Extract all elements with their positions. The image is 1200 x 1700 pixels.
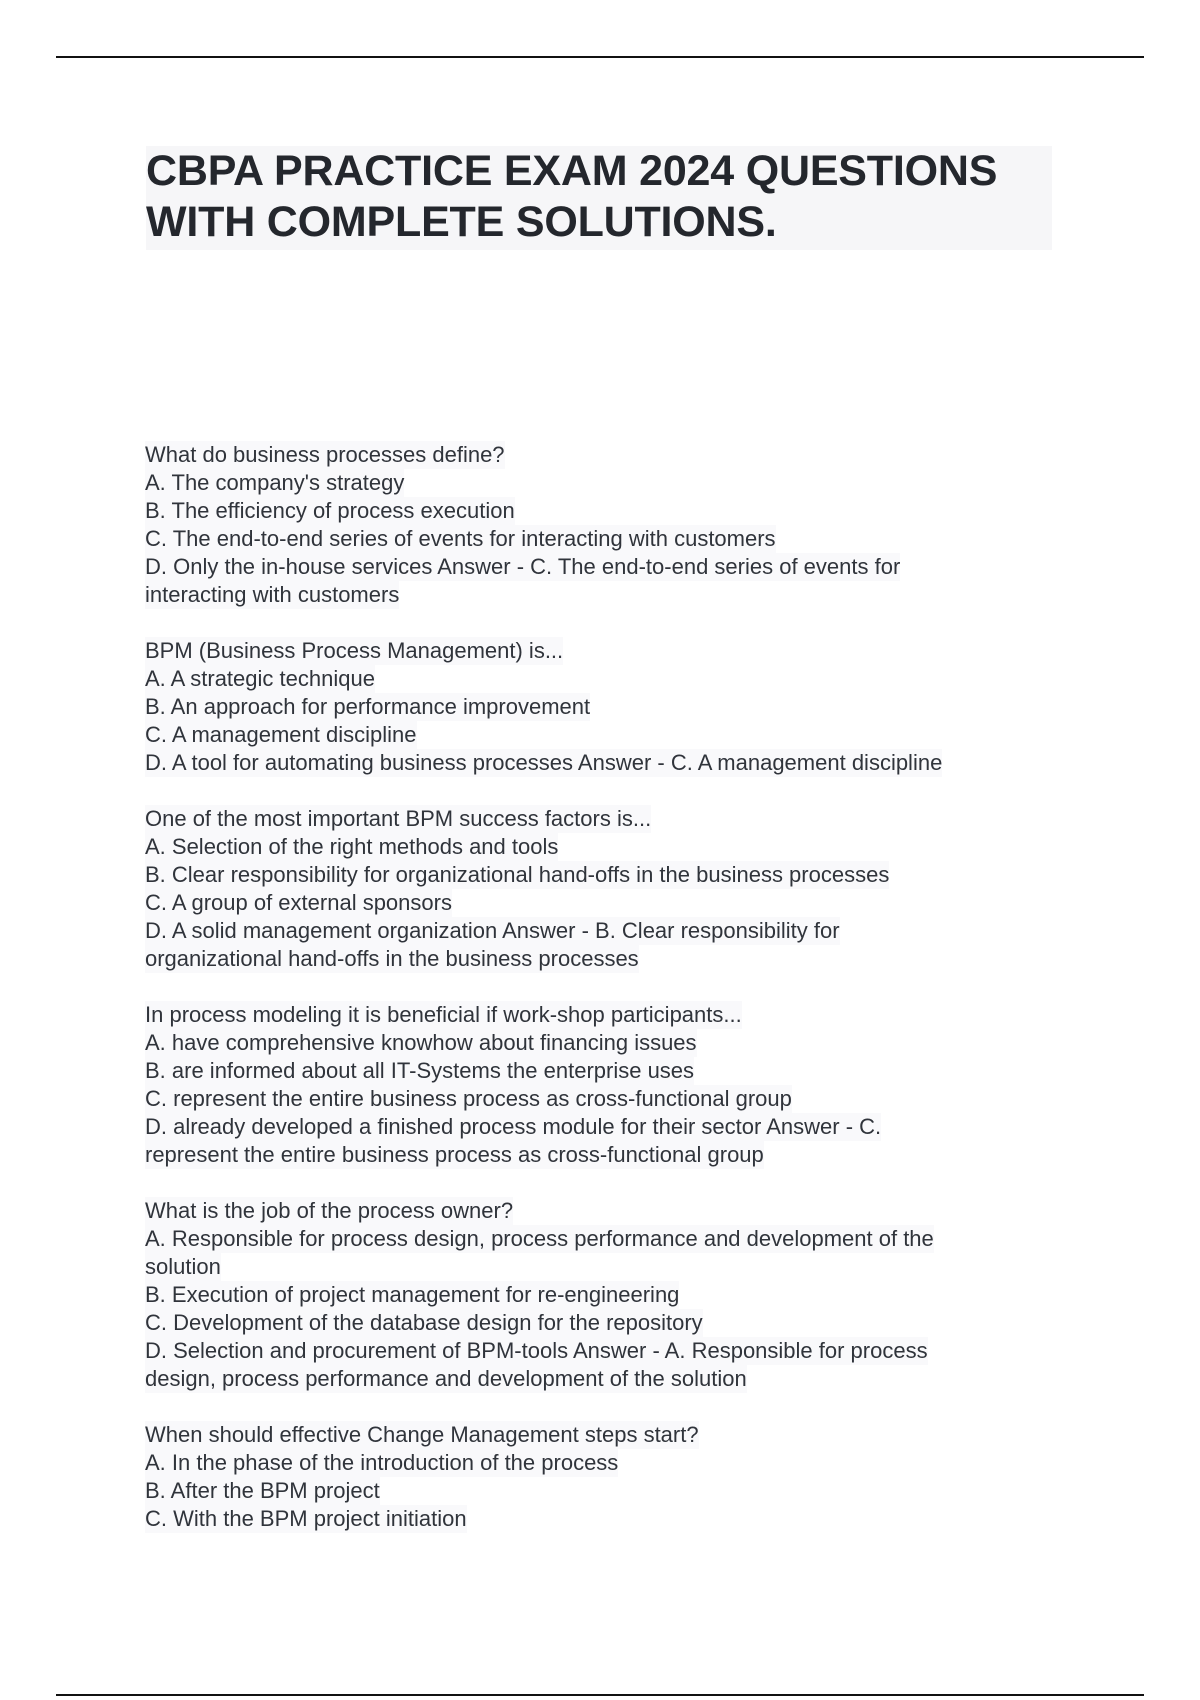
- option-c: C. The end-to-end series of events for interacting with customers: [145, 526, 776, 551]
- option-b: B. An approach for performance improvement: [145, 694, 591, 719]
- option-c: C. With the BPM project initiation: [145, 1506, 467, 1531]
- option-a: A. Selection of the right methods and tools: [145, 834, 559, 859]
- option-b: B. The efficiency of process execution: [145, 498, 515, 523]
- option-d-with-answer: D. A tool for automating business processes Answer - C. A management discipline: [145, 750, 943, 775]
- option-d-with-answer: D. Only the in-house services Answer - C. The end-to-end series of events for: [145, 554, 901, 579]
- option-d-with-answer: D. A solid management organization Answer - B. Clear responsibility for: [145, 918, 840, 943]
- answer-continuation: interacting with customers: [145, 582, 400, 607]
- option-a: A. Responsible for process design, process performance and development of the: [145, 1226, 934, 1251]
- question-block-5: [145, 1197, 1045, 1393]
- option-c: C. Development of the database design for the repository: [145, 1310, 703, 1335]
- document-title: [146, 146, 1052, 250]
- option-b: B. are informed about all IT-Systems the enterprise uses: [145, 1058, 695, 1083]
- option-d-with-answer: D. Selection and procurement of BPM-tools Answer - A. Responsible for process: [145, 1338, 928, 1363]
- option-d-with-answer: D. already developed a finished process module for their sector Answer - C.: [145, 1114, 882, 1139]
- option-a: A. A strategic technique: [145, 666, 375, 691]
- question-text: In process modeling it is beneficial if work-shop participants...: [145, 1002, 742, 1027]
- question-text: One of the most important BPM success factors is...: [145, 806, 652, 831]
- option-a: A. have comprehensive knowhow about financing issues: [145, 1030, 697, 1055]
- question-list: [145, 441, 1045, 1561]
- option-c: C. A management discipline: [145, 722, 417, 747]
- option-b: B. Clear responsibility for organizational hand-offs in the business processes: [145, 862, 890, 887]
- bottom-rule: [56, 1694, 1144, 1696]
- option-a: A. The company's strategy: [145, 470, 405, 495]
- top-rule: [56, 56, 1144, 58]
- question-text: What do business processes define?: [145, 442, 505, 467]
- option-c: C. represent the entire business process as cross-functional group: [145, 1086, 792, 1111]
- answer-continuation: represent the entire business process as cross-functional group: [145, 1142, 764, 1167]
- question-block-6: [145, 1421, 1045, 1533]
- question-block-2: [145, 637, 1045, 777]
- question-block-1: [145, 441, 1045, 609]
- question-text: What is the job of the process owner?: [145, 1198, 514, 1223]
- answer-continuation: design, process performance and development of the solution: [145, 1366, 747, 1391]
- option-b: B. Execution of project management for re-engineering: [145, 1282, 680, 1307]
- question-text: BPM (Business Process Management) is...: [145, 638, 564, 663]
- title-line-2: WITH COMPLETE SOLUTIONS.: [146, 198, 777, 246]
- option-b: B. After the BPM project: [145, 1478, 380, 1503]
- title-line-1: CBPA PRACTICE EXAM 2024 QUESTIONS: [146, 147, 998, 195]
- answer-continuation: organizational hand-offs in the business processes: [145, 946, 639, 971]
- option-a: A. In the phase of the introduction of the process: [145, 1450, 619, 1475]
- question-text: When should effective Change Management steps start?: [145, 1422, 699, 1447]
- question-block-4: [145, 1001, 1045, 1169]
- option-c: C. A group of external sponsors: [145, 890, 452, 915]
- option-a-continuation: solution: [145, 1254, 221, 1279]
- question-block-3: [145, 805, 1045, 973]
